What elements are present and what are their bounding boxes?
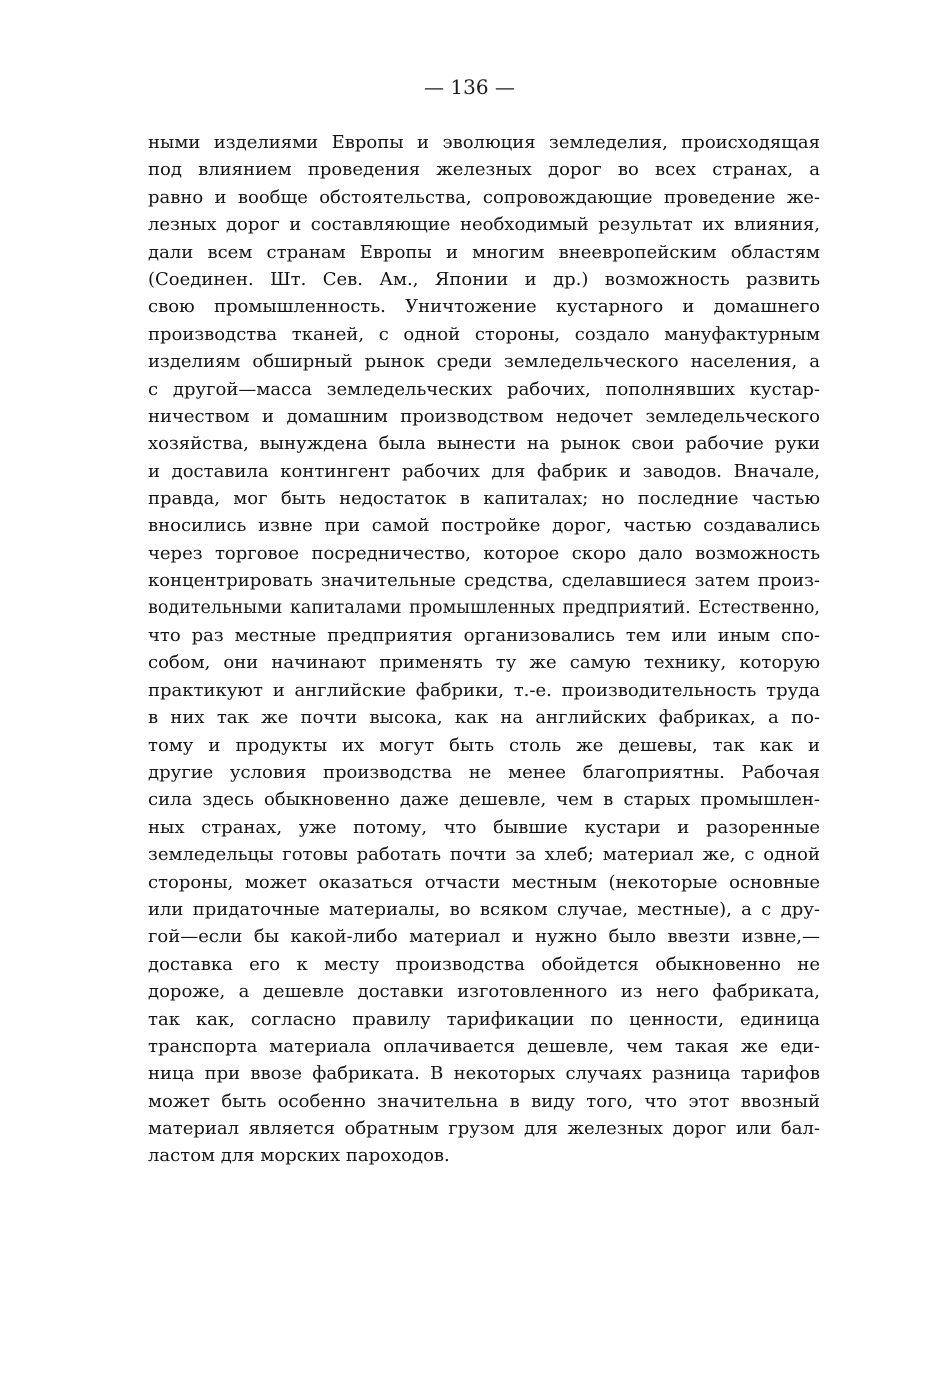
text-line: гой—если бы какой-либо материал и нужно было ввезти извне,— — [148, 926, 820, 948]
text-line: так как, согласно правилу тарификации по ценности, единица — [148, 1008, 820, 1030]
text-line: лезных дорог и составляющие необходимый результат их влияния, — [148, 214, 820, 236]
text-line: правда, мог быть недостаток в капиталах; но последние частью — [148, 488, 820, 510]
text-line: ными изделиями Европы и эволюция земледелия, происходящая — [148, 132, 820, 153]
text-line: водительными капиталами промышленных предприятий. Естественно, — [148, 597, 820, 618]
text-line: дороже, а дешевле доставки изготовленного из него фабриката, — [148, 981, 820, 1003]
text-line: концентрировать значительные средства, сделавшиеся затем произ- — [148, 570, 820, 592]
text-line: дали всем странам Европы и многим внеевропейским областям — [148, 241, 820, 263]
body-text — [148, 129, 820, 1170]
text-line: что раз местные предприятия организовались тем или иным спо- — [148, 625, 820, 647]
text-line: изделиям обширный рынок среди земледельческого населения, а — [148, 351, 820, 373]
text-line: с другой—масса земледельческих рабочих, пополнявших кустар- — [148, 378, 820, 400]
text-line: через торговое посредничество, которое скоро дало возможность — [148, 542, 820, 564]
text-line: или придаточные материалы, во всяком случае, местные), а с дру- — [148, 898, 820, 920]
text-line: равно и вообще обстоятельства, сопровождающие проведение же- — [148, 186, 820, 208]
text-line: тому и продукты их могут быть столь же дешевы, так как и — [148, 734, 820, 756]
text-line: ных странах, уже потому, что бывшие кустари и разоренные — [148, 816, 820, 838]
text-line: свою промышленность. Уничтожение кустарного и домашнего — [148, 296, 820, 318]
text-line: практикуют и английские фабрики, т.-е. производительность труда — [148, 679, 820, 701]
text-line: сила здесь обыкновенно даже дешевле, чем в старых промышлен- — [148, 789, 820, 811]
text-line: производства тканей, с одной стороны, создало мануфактурным — [148, 323, 820, 345]
text-line: вносились извне при самой постройке дорог, частью создавались — [148, 515, 820, 537]
text-line: стороны, может оказаться отчасти местным (некоторые основные — [148, 871, 820, 893]
text-line: под влиянием проведения железных дорог во всех странах, а — [148, 159, 820, 181]
text-line: (Соединен. Шт. Сев. Ам., Японии и др.) возможность развить — [148, 268, 820, 290]
text-line: может быть особенно значительна в виду того, что этот ввозный — [148, 1090, 820, 1112]
page-number: — 136 — — [424, 75, 515, 99]
text-line: материал является обратным грузом для железных дорог или бал- — [148, 1118, 820, 1140]
text-line: ничеством и домашним производством недочет земледельческого — [148, 405, 820, 427]
text-line: собом, они начинают применять ту же самую технику, которую — [148, 652, 820, 674]
text-line: в них так же почти высока, как на английских фабриках, а по- — [148, 707, 820, 729]
text-line-last: ластом для морских пароходов. — [148, 1145, 450, 1167]
text-line: хозяйства, вынуждена была вынести на рынок свои рабочие руки — [148, 433, 820, 455]
text-line: земледельцы готовы работать почти за хлеб; материал же, с одной — [148, 844, 820, 866]
text-line: транспорта материала оплачивается дешевле, чем такая же еди- — [148, 1035, 820, 1057]
text-line: другие условия производства не менее благоприятны. Рабочая — [148, 761, 820, 783]
text-line: ница при ввозе фабриката. В некоторых случаях разница тарифов — [148, 1063, 820, 1085]
text-line: и доставила контингент рабочих для фабрик и заводов. Вначале, — [148, 460, 820, 482]
text-line: доставка его к месту производства обойдется обыкновенно не — [148, 953, 820, 975]
